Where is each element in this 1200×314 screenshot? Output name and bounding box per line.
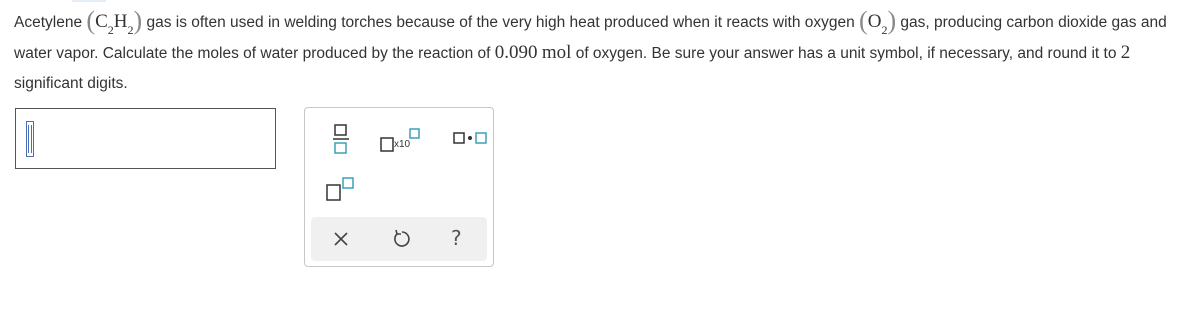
multiply-dot-button[interactable] [453,131,487,145]
close-icon [331,229,351,249]
question-seg4: of oxygen. Be sure your answer has a unit symbol, if necessary, and round it to [571,45,1121,62]
paren-open: ( [859,6,868,35]
multiply-dot-icon [453,131,487,145]
undo-button[interactable] [391,228,413,250]
sig-digits: 2 [1120,42,1131,63]
fraction-button[interactable] [331,124,351,156]
text-cursor-icon [26,121,34,157]
question-text [14,4,1194,99]
question-seg1: Acetylene [14,14,87,31]
paren-open: ( [86,6,96,35]
times-ten-label: x10 [394,139,411,150]
undo-icon [391,228,413,250]
palette-actions-bar [311,217,487,261]
times-ten-button[interactable] [379,126,439,156]
question-seg3: gas, producing carbon dioxide gas and water vapor. Calculate the moles of water produced by the reaction of [14,14,1167,62]
superscript-button[interactable] [325,176,357,202]
superscript-icon [325,176,357,202]
help-button[interactable] [451,226,471,252]
clear-button[interactable] [331,229,351,249]
formula-acetylene: $C_2H_2$ [95,11,134,37]
amount-value: 0.090 [494,42,538,63]
formula-oxygen: $O_2$ [867,11,888,37]
paren-close: ) [887,6,897,35]
amount-unit: mol [541,42,572,63]
help-icon: ? [451,226,462,250]
exponent-box-icon [409,128,421,140]
paren-close: ) [133,6,143,35]
fraction-icon [331,124,351,156]
answer-input[interactable] [15,108,276,169]
tab-indicator [72,0,106,2]
question-seg2: gas is often used in welding torches because of the very high heat produced when it reacts with oxygen [142,14,860,31]
question-seg5: significant digits. [14,75,128,92]
math-palette [304,107,494,267]
